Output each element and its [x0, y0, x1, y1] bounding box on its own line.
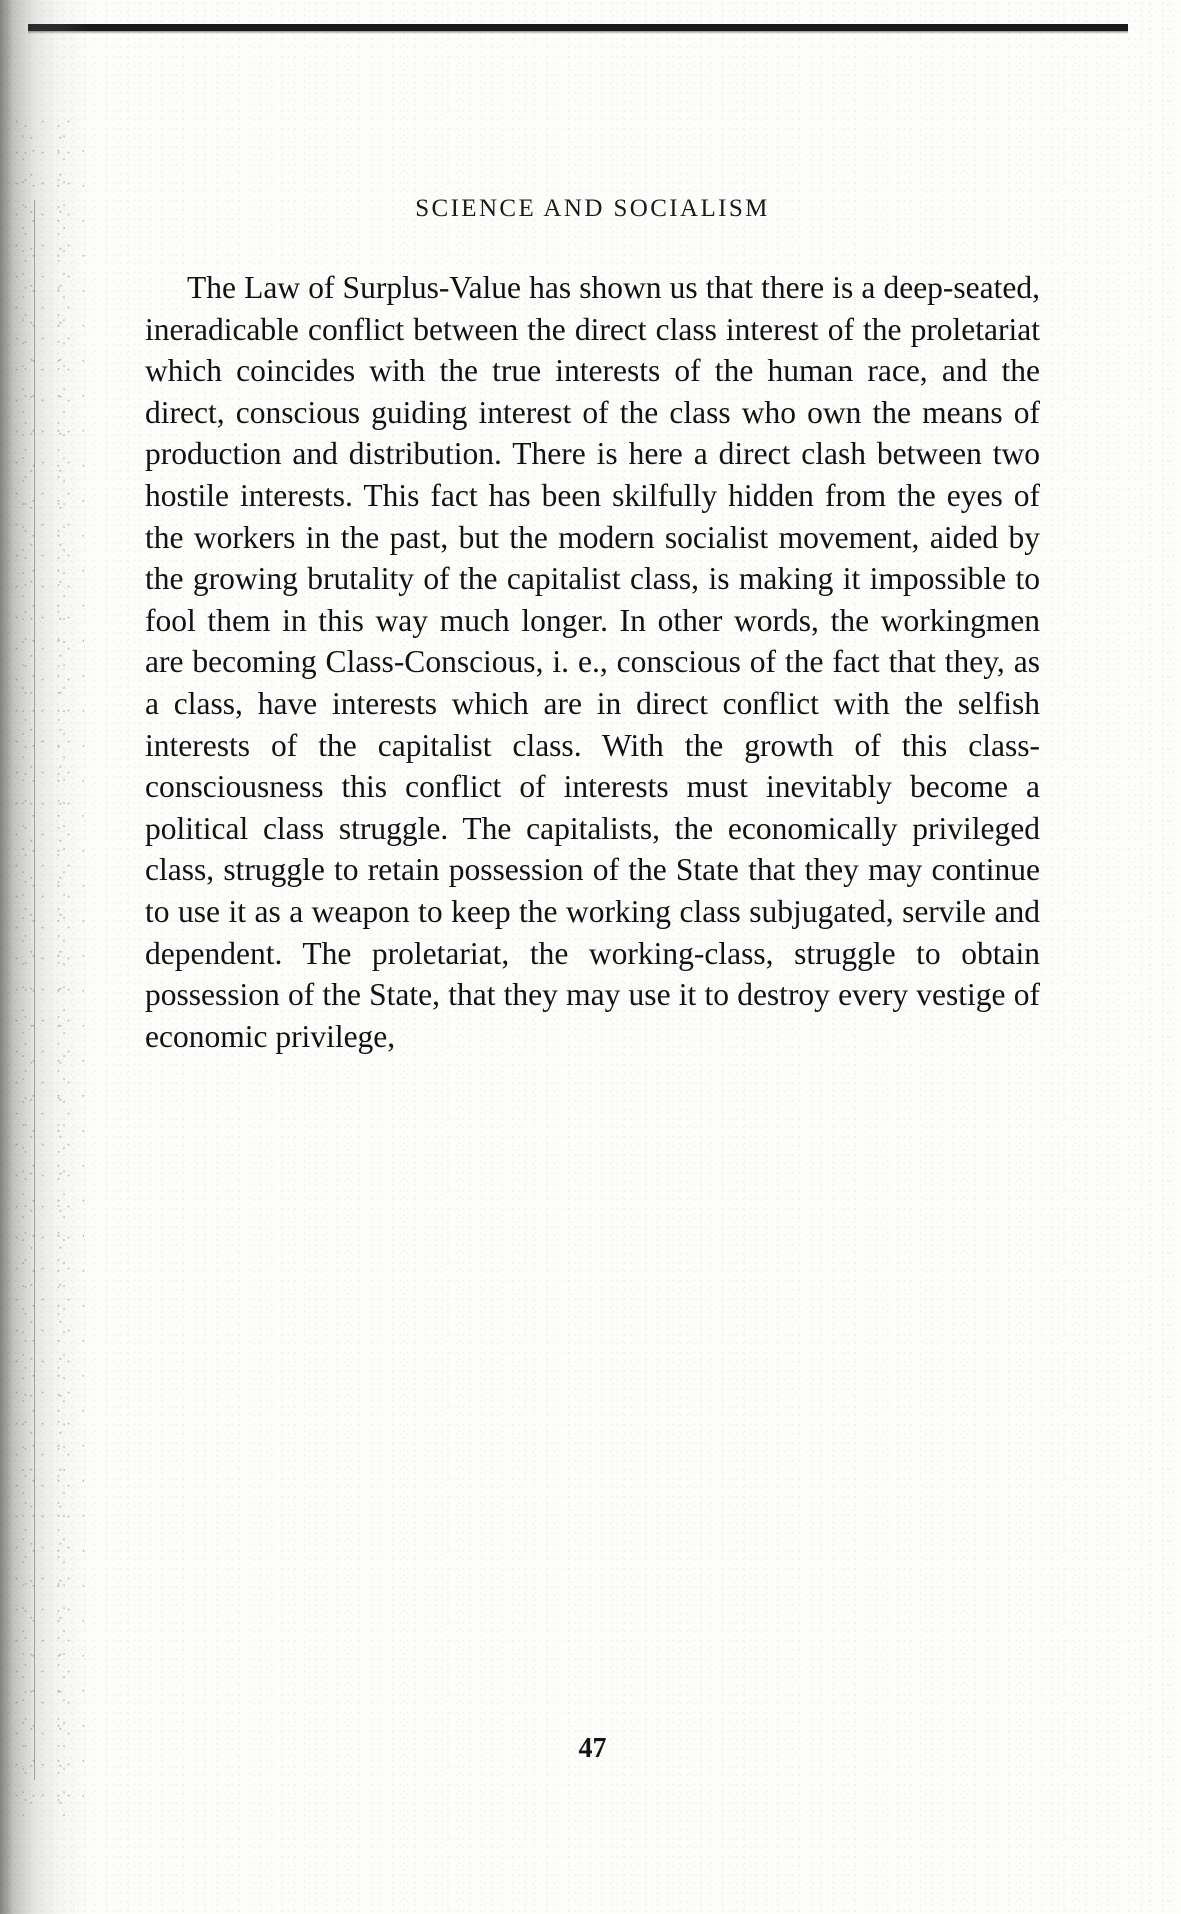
binding-gutter-speckle	[14, 120, 84, 1820]
page-text-column	[145, 195, 1040, 1057]
running-head-text: SCIENCE AND SOCIALISM	[415, 195, 770, 222]
scan-artifact-top-bar-fade	[28, 31, 1128, 34]
binding-gutter-line	[34, 200, 35, 1780]
page-number: 47	[578, 1733, 607, 1764]
running-head	[145, 195, 1040, 223]
scan-artifact-top-bar	[28, 24, 1128, 31]
body-text	[145, 267, 1040, 1057]
binding-gutter-shadow	[0, 0, 90, 1914]
body-paragraph: The Law of Surplus-Value has shown us that there is a deep-seated, ineradicable conflict between the direct class interest of the proletariat which coincides with the true interests of the human race, and the direct, conscious guiding interest of the class who own the means of production and distribution. There is here a direct clash between two hostile interests. This fact has been skilfully hidden from the eyes of the workers in the past, but the modern socialist movement, aided by the growing brutality of the capitalist class, is making it impossible to fool them in this way much longer. In other words, the workingmen are becoming Class-Conscious, i. e., conscious of the fact that they, as a class, have interests which are in direct conflict with the selfish interests of the capitalist class. With the growth of this class-consciousness this conflict of interests must inevitably become a political class struggle. The capitalists, the economically privileged class, struggle to retain possession of the State that they may continue to use it as a weapon to keep the working class subjugated, servile and dependent. The proletariat, the working-class, struggle to obtain possession of the State, that they may use it to destroy every vestige of economic privilege,	[145, 270, 1040, 1054]
right-edge-speckle	[1141, 0, 1181, 1914]
